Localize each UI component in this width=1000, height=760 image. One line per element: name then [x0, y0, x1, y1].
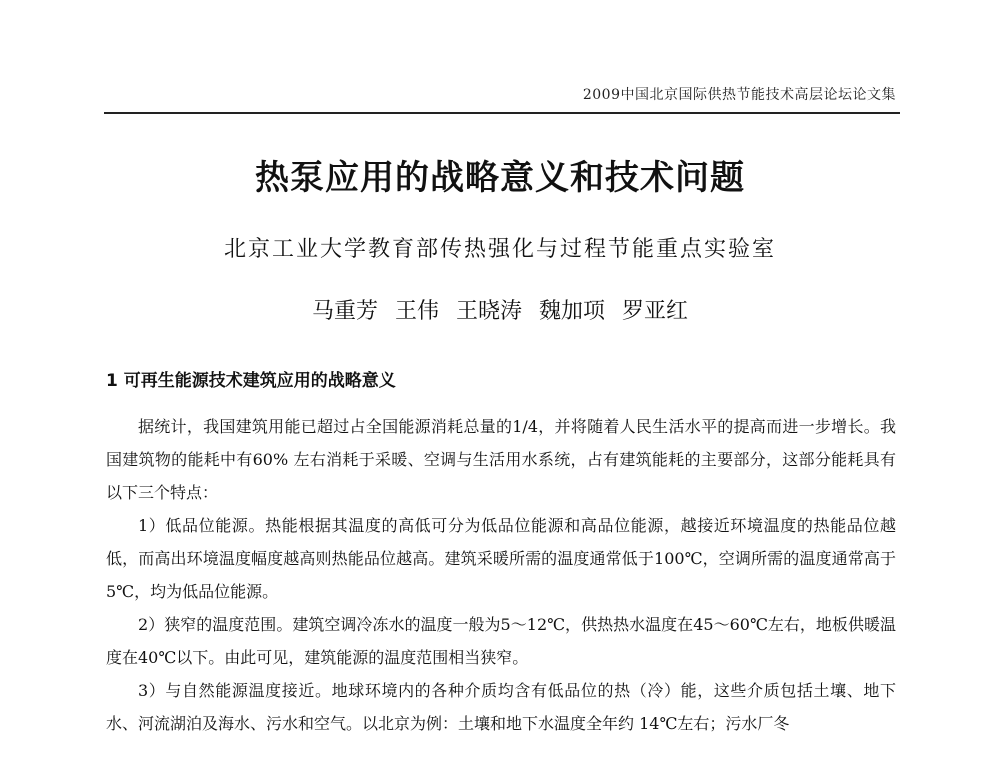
paper-title: 热泵应用的战略意义和技术问题	[255, 158, 745, 198]
author-name: 罗亚红	[622, 299, 689, 324]
body-paragraph: 3）与自然能源温度接近。地球环境内的各种介质均含有低品位的热（冷）能，这些介质包括土壤、地下水、河流湖泊及海水、污水和空气。以北京为例：土壤和地下水温度全年约 14℃左右；污水厂冬	[106, 681, 896, 733]
author-list	[0, 294, 1000, 325]
author-name: 王晓涛	[455, 299, 522, 324]
section-heading: 1 可再生能源技术建筑应用的战略意义	[106, 371, 396, 391]
body-paragraph: 据统计，我国建筑用能已超过占全国能源消耗总量的1/4，并将随着人民生活水平的提高而进一步增长。我国建筑物的能耗中有60% 左右消耗于采暖、空调与生活用水系统，占有建筑能耗的主要部分，这部分能耗具有以下三个特点：	[106, 417, 896, 502]
affiliation: 北京工业大学教育部传热强化与过程节能重点实验室	[223, 237, 776, 262]
running-header: 2009中国北京国际供热节能技术高层论坛论文集	[582, 87, 896, 103]
header-rule	[104, 112, 900, 114]
body-paragraph: 2）狭窄的温度范围。建筑空调冷冻水的温度一般为5～12℃，供热热水温度在45～60℃左右，地板供暖温度在40℃以下。由此可见，建筑能源的温度范围相当狭窄。	[106, 615, 896, 667]
body-paragraph: 1）低品位能源。热能根据其温度的高低可分为低品位能源和高品位能源，越接近环境温度的热能品位越低，而高出环境温度幅度越高则热能品位越高。建筑采暖所需的温度通常低于100℃，空调所需的温度通常高于5℃，均为低品位能源。	[106, 516, 896, 601]
author-name: 马重芳	[311, 299, 378, 324]
author-name: 魏加项	[539, 299, 606, 324]
author-name: 王伟	[394, 299, 439, 324]
